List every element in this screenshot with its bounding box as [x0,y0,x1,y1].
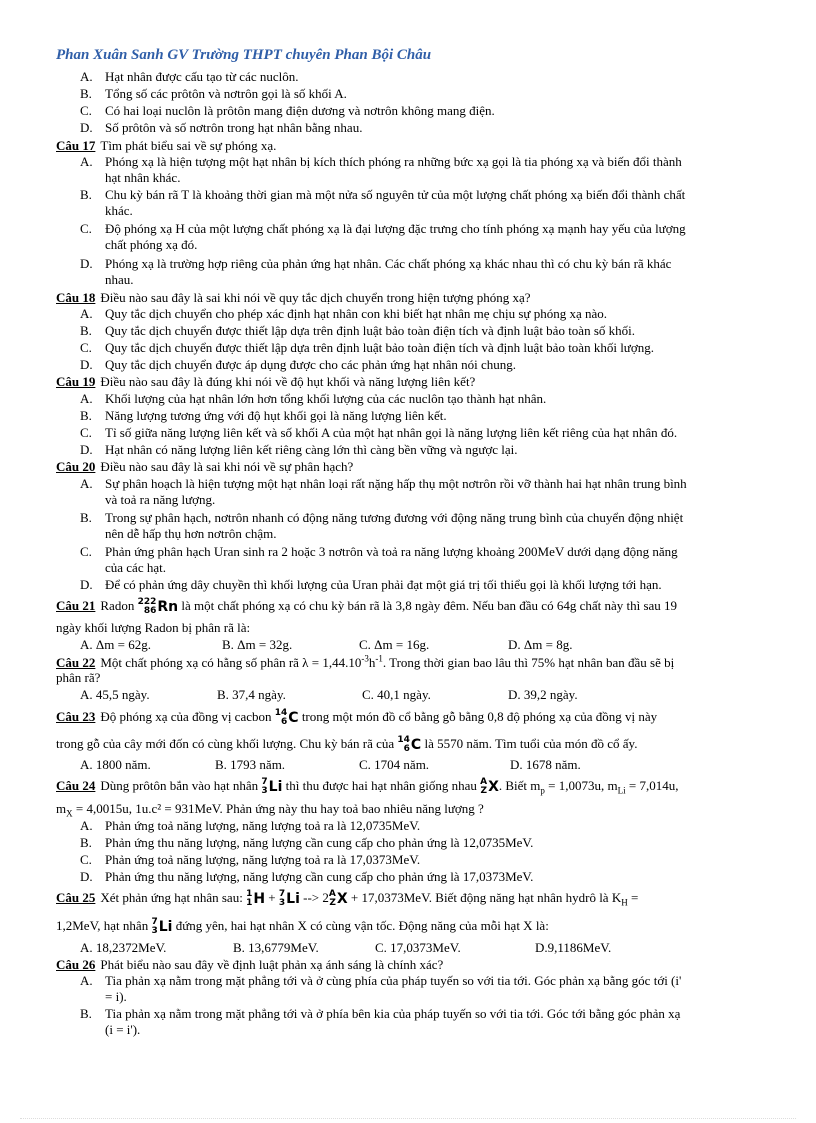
q23-option-d: D. 1678 năm. [510,757,581,772]
q24-option-a: A. Phản ứng toả năng lượng, năng lượng toả ra là 12,0735MeV. [80,818,421,833]
carbon-nuclide: 14 6 C [274,708,299,728]
radon-nuclide: 222 86 Rn [137,597,179,617]
q21-option-c: C. Δm = 16g. [359,637,430,652]
q17-option-b: B. Chu kỳ bán rã T là khoảng thời gian mà một nửa số nguyên tử của một lượng chất phóng xạ biến đổi thành chất [80,187,686,202]
question-18: Câu 18 Điều nào sau đây là sai khi nói về quy tắc dịch chuyển trong hiện tượng phóng xạ? [56,290,531,305]
q24-option-b: B. Phản ứng thu năng lượng, năng lượng cần cung cấp cho phản ứng là 12,0735MeV. [80,835,534,850]
q18-option-d: D. Quy tắc dịch chuyển được áp dụng được cho các phản ứng hạt nhân nói chung. [80,357,517,372]
question-25: Câu 25 Xét phản ứng hạt nhân sau: 1 1 H + 7 3 Li --> 2 A Z X + 17,0373MeV. Biết động năng hạt nhân hydrô là $K_H$ = [56,889,639,909]
q23-option-a: A. 1800 năm. [80,757,151,772]
q20-option-c: C. Phản ứng phân hạch Uran sinh ra 2 hoặc 3 nơtrôn và toả ra năng lượng khoảng 200MeV dưới dạng động năng [80,544,678,559]
q25-option-a: A. 18,2372MeV. [80,940,167,955]
question-26: Câu 26 Phát biểu nào sau đây về định luật phản xạ ánh sáng là chính xác? [56,957,444,972]
q18-option-b: B. Quy tắc dịch chuyển được thiết lập dựa trên định luật bảo toàn điện tích và định luật bảo toàn số khối. [80,323,635,338]
intro-option-c: C. Có hai loại nuclôn là prôtôn mang điện dương và nơtrôn không mang điện. [80,103,495,118]
q20-option-a-cont: và toả ra năng lượng. [105,492,216,507]
intro-option-d: D. Số prôtôn và số nơtrôn trong hạt nhân bằng nhau. [80,120,363,135]
page-bottom-divider [20,1118,796,1119]
question-20: Câu 20 Điều nào sau đây là sai khi nói về sự phân hạch? [56,459,354,474]
q26-option-a-cont: = i). [105,989,127,1004]
q17-option-c-cont: chất phóng xạ đó. [105,237,198,252]
question-23: Câu 23 Độ phóng xạ của đồng vị cacbon 14 6 C trong một món đồ cổ bằng gỗ bằng 0,8 độ phóng xạ của đồng vị này [56,708,658,728]
q24-option-d: D. Phản ứng thu năng lượng, năng lượng cần cung cấp cho phản ứng là 17,0373MeV. [80,869,534,884]
q25-option-b: B. 13,6779MeV. [233,940,319,955]
q17-option-a-cont: hạt nhân khác. [105,170,181,185]
lithium-nuclide-2: 7 3 Li [278,889,300,909]
carbon-nuclide-2: 14 6 C [397,735,422,755]
intro-option-b: B. Tổng số các prôtôn và nơtrôn gọi là số khối A. [80,86,347,101]
q22-option-a: A. 45,5 ngày. [80,687,150,702]
q21-option-a: A. Δm = 62g. [80,637,151,652]
q17-option-d-cont: nhau. [105,272,134,287]
q19-option-c: C. Tỉ số giữa năng lượng liên kết và số khối A của một hạt nhân gọi là năng lượng liên kết riêng của hạt nhân đó. [80,425,678,440]
q19-option-b: B. Năng lượng tương ứng với độ hụt khối gọi là năng lượng liên kết. [80,408,447,423]
q26-option-b-cont: (i = i'). [105,1022,141,1037]
q23-stem-cont: trong gỗ của cây mới đốn có cùng khối lượng. Chu kỳ bán rã của 14 6 C là 5570 năm. Tìm tuổi của món đồ cổ ấy. [56,735,638,755]
x-nuclide-2: A Z X [328,889,348,909]
question-21: Câu 21 Radon 222 86 Rn là một chất phóng xạ có chu kỳ bán rã là 3,8 ngày đêm. Nếu ban đầu có 64g chất này thì sau 19 [56,597,678,617]
q25-option-d: D.9,1186MeV. [535,940,612,955]
q21-option-b: B. Δm = 32g. [222,637,293,652]
q20-option-b-cont: nên dễ hấp thụ hơn nơtrôn chậm. [105,526,277,541]
q17-option-b-cont: khác. [105,203,133,218]
q19-option-a: A. Khối lượng của hạt nhân lớn hơn tổng khối lượng của các nuclôn tạo thành hạt nhân. [80,391,547,406]
lithium-nuclide: 7 3 Li [261,777,283,797]
q22-option-b: B. 37,4 ngày. [217,687,286,702]
lithium-nuclide-3: 7 3 Li [151,917,173,937]
q22-option-d: D. 39,2 ngày. [508,687,578,702]
q20-option-d: D. Để có phản ứng dây chuyền thì khối lượng của Uran phải đạt một giá trị tối thiểu gọi là khối lượng tới hạn. [80,577,662,592]
q23-option-c: C. 1704 năm. [359,757,430,772]
x-nuclide: A Z X [480,777,499,797]
q20-option-a: A. Sự phân hoạch là hiện tượng một hạt nhân loại rất nặng hấp thụ một nơtrôn rồi vỡ thành hai hạt nhân trung bình [80,476,687,491]
q24-option-c: C. Phản ứng toả năng lượng, năng lượng toả ra là 17,0373MeV. [80,852,421,867]
intro-option-a: A. Hạt nhân được cấu tạo từ các nuclôn. [80,69,299,84]
page-header: Phan Xuân Sanh GV Trường THPT chuyên Phan Bội Châu [56,47,432,63]
q17-option-c: C. Độ phóng xạ H của một lượng chất phóng xạ là đại lượng đặc trưng cho tính phóng xạ mạnh hay yếu của lượng [80,221,686,236]
q26-option-b: B. Tia phản xạ nằm trong mặt phẳng tới và ở phía bên kia của pháp tuyến so với tia tới. Góc tới bằng góc phản xạ [80,1006,681,1021]
q25-option-c: C. 17,0373MeV. [375,940,461,955]
q24-stem-cont: $m_X = 4,0015u$, 1u.c² = 931MeV. Phản ứng này thu hay toả bao nhiêu năng lượng ? [56,801,484,819]
question-19: Câu 19 Điều nào sau đây là đúng khi nói về độ hụt khối và năng lượng liên kết? [56,374,476,389]
q22-stem-cont: phân rã? [56,670,101,685]
q19-option-d: D. Hạt nhân có năng lượng liên kết riêng càng lớn thì càng bền vững và ngược lại. [80,442,518,457]
q20-option-b: B. Trong sự phân hạch, nơtrôn nhanh có động năng tương đương với động năng trung bình của chuyển động nhiệt [80,510,684,525]
q22-option-c: C. 40,1 ngày. [362,687,431,702]
q21-option-d: D. Δm = 8g. [508,637,573,652]
q21-stem-cont: ngày khối lượng Radon bị phân rã là: [56,620,251,635]
question-17: Câu 17 Tìm phát biểu sai về sự phóng xạ. [56,138,277,153]
q25-stem-cont: 1,2MeV, hạt nhân 7 3 Li đứng yên, hai hạt nhân X có cùng vận tốc. Động năng của mỗi hạt X là: [56,917,549,937]
hydrogen-nuclide: 1 1 H [246,889,266,909]
q26-option-a: A. Tia phản xạ nằm trong mặt phẳng tới và ở cùng phía của pháp tuyến so với tia tới. Góc phản xạ bằng góc tới (i' [80,973,682,988]
q18-option-c: C. Quy tắc dịch chuyển được thiết lập dựa trên định luật bảo toàn điện tích và định luật bảo toàn khối lượng. [80,340,654,355]
question-24: Câu 24 Dùng prôtôn bắn vào hạt nhân 7 3 Li thì thu được hai hạt nhân giống nhau A Z X . Biết $m_p = 1,0073u$, $m_{Li} = 7,014u$, [56,777,679,797]
q17-option-a: A. Phóng xạ là hiện tượng một hạt nhân bị kích thích phóng ra những bức xạ gọi là tia phóng xạ và biến đổi thành [80,154,682,169]
q23-option-b: B. 1793 năm. [215,757,286,772]
q20-option-c-cont: của các hạt. [105,560,166,575]
q18-option-a: A. Quy tắc dịch chuyển cho phép xác định hạt nhân con khi biết hạt nhân mẹ chịu sự phóng xạ nào. [80,306,607,321]
q17-option-d: D. Phóng xạ là trường hợp riêng của phản ứng hạt nhân. Các chất phóng xạ khác nhau thì có chu kỳ bán rã khác [80,256,672,271]
question-22: Câu 22 Một chất phóng xạ có hằng số phân rã $\lambda = 1,44.10^{-3}h^{-1}$. Trong thời gian bao lâu thì 75% hạt nhân ban đầu sẽ bị [56,653,675,670]
